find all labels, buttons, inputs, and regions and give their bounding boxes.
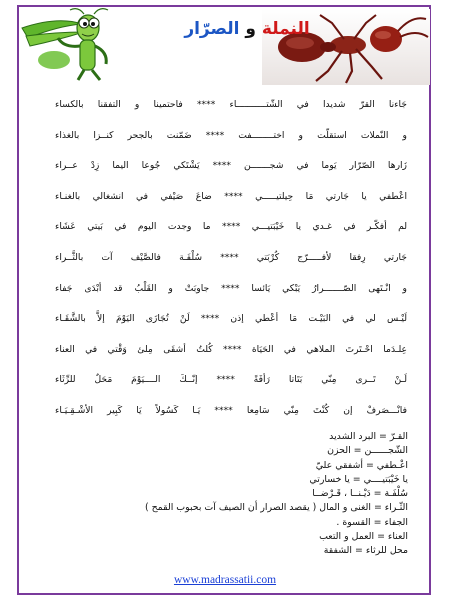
glossary — [96, 430, 408, 559]
verse-5: لم أفكّـر في غـدي يا خَيْبَتيـــي **** ما وجدت اليوم في بَيتي عَشَاء — [55, 221, 407, 233]
verse-4: اعْطفي يا جَارتي مَا حِيلتيـــــي **** ضاعَ صَيْفي في انشغالي بالغنـاء — [55, 190, 407, 202]
glossary-item: اعْـطفي = أشفقي عليّ — [315, 459, 408, 471]
glossary-item: محل للرثاء = الشفقة — [323, 545, 408, 557]
verse-1: جَاءنا القرّ شديدا في الشّتـــــــــــاء **** فاحتمينا و التفقنا بالكساء — [55, 99, 407, 110]
glossary-item: سُلْفَـة = دَيْـنــا ، قَـرْضــا — [312, 488, 408, 500]
glossary-item: الجفاء = القسوة . — [336, 516, 408, 528]
glossary-item: يا خَيْبَتيــــي = يا خسارتي — [309, 473, 408, 485]
verse-7: و انْـتَهى الصّـــــــرارُ يَبْكي يَائسا **** جاوبَتْ و القَلْبُ قد أبْدَى جَفاء — [55, 282, 407, 294]
glossary-item: القـرّ = البرد الشديد — [329, 431, 408, 442]
verse-11: فانْـــصَرفْ إن كُنْتَ مِنّي سَامِعا **** يَـا كَسُولاً يَا كَبِير الأشْـقِـيَـاء — [55, 404, 407, 416]
verse-9: عِلـدَما احْـتَرتَ الملاهي في الحَيَاة **** كُلتُ أشقَى مِلئ وَقْتي في العناء — [55, 343, 407, 355]
verse-6: جَارتي رِفقا لأفـــــرّج كُرْبَتي **** سُلْفَـة فالصَّيْف آت بالثَّــراء — [55, 251, 407, 263]
glossary-item: العناء = العمل و التعب — [319, 531, 408, 543]
title-word-ant: النملة — [261, 19, 310, 39]
glossary-item: الثّـراء = الغنى و المال ( يقصد الصرار أن الصيف آت بحبوب القمح ) — [144, 502, 408, 514]
verse-3: زَارها الصّرّار يَوما في شجـــــــن **** يَشْتَكي جُوعا اليما زِدْ عــراء — [55, 160, 407, 172]
verse-2: و النّملات استقلّت و اختــــــــفت **** ضَمّنت بالجحر كنــزا بالغذاء — [55, 129, 407, 141]
website-link[interactable]: www.madrassatii.com — [173, 574, 277, 586]
grasshopper-illustration — [18, 8, 118, 82]
glossary-item: الشّجــــــن = الحزن — [327, 445, 408, 457]
title-word-and: و — [245, 19, 256, 39]
verse-8: لَيْـس لي في البَيْـت مَا أعْطي إذن **** لَنْ تُجَازَى اليَوْمَ إلاَّ بالشَّقَـاء — [55, 313, 407, 325]
verse-10: لَـنْ تَــرى مِنّي بَتَاتا رَأفَةً **** إنّــكَ الــــيَوْمَ مَحَلٌ للرِّثَاء — [55, 374, 407, 386]
poem — [55, 95, 407, 432]
page-title — [182, 19, 312, 39]
title-word-cricket: الصرّار — [184, 19, 240, 39]
